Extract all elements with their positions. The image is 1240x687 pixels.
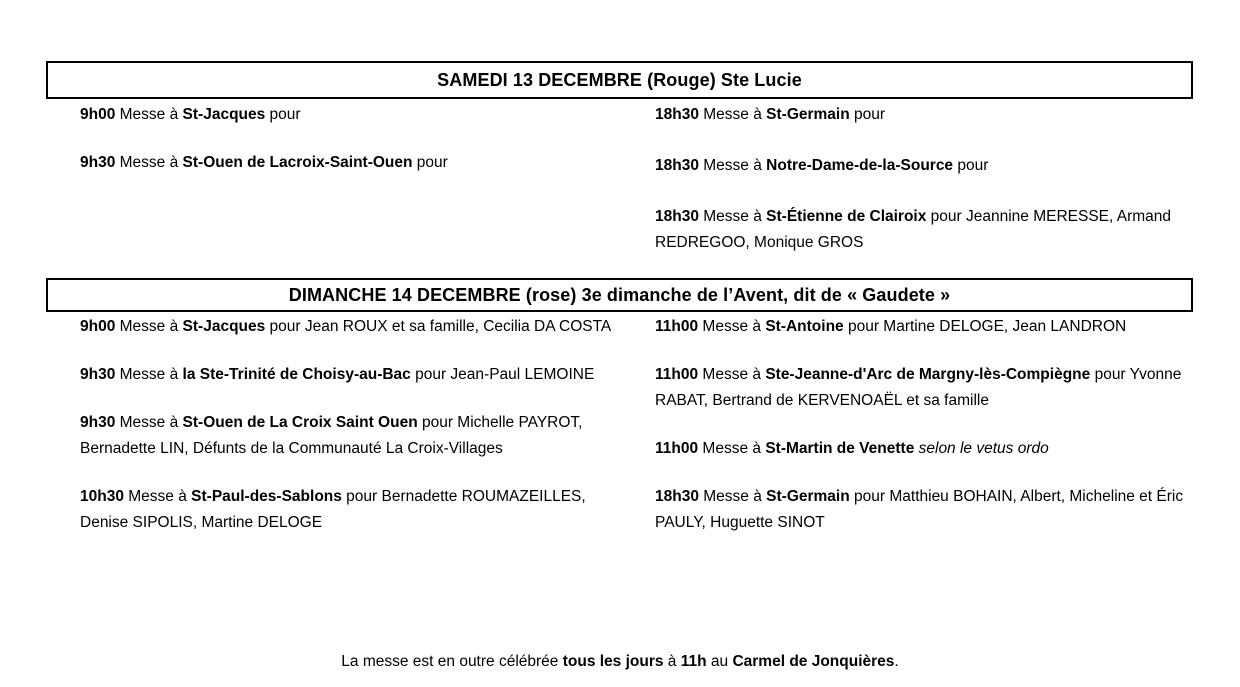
text-segment: pour (849, 106, 886, 123)
dimanche-left-column (80, 314, 620, 558)
mass-item (80, 362, 620, 388)
text-segment: Messe à (115, 318, 183, 335)
text-segment: pour Michelle PAYROT, Bernadette LIN, Défunts de la Communauté La Croix-Villages (80, 414, 583, 457)
section-header-dimanche-title: DIMANCHE 14 DECEMBRE (rose) 3e dimanche de l’Avent, dit de « Gaudete » (288, 284, 951, 305)
text-segment: Ste-Jeanne-d'Arc de Margny-lès-Compiègne (765, 366, 1091, 383)
text-segment: au (706, 653, 733, 670)
text-segment: 18h30 (655, 488, 699, 505)
mass-item (80, 410, 620, 462)
mass-item (655, 436, 1200, 462)
mass-item (655, 153, 1200, 179)
text-segment: St-Martin de Venette (765, 440, 915, 457)
text-segment: Messe à (123, 488, 192, 505)
text-segment: 9h00 (80, 106, 116, 123)
text-segment: tous les jours (562, 653, 664, 670)
text-segment: 11h00 (655, 440, 699, 457)
text-segment: Messe à (698, 106, 767, 123)
text-segment: Messe à (698, 440, 766, 457)
mass-item (655, 102, 1200, 128)
text-segment: pour (953, 157, 989, 174)
text-segment: St-Antoine (765, 318, 844, 335)
text-segment: Messe à (115, 106, 183, 123)
mass-item (655, 484, 1200, 536)
text-segment: pour Jeannine MERESSE, Armand REDREGOO, Monique GROS (655, 208, 1172, 251)
text-segment: pour Jean ROUX et sa famille, Cecilia DA COSTA (265, 318, 612, 335)
text-segment: 18h30 (655, 106, 699, 123)
text-segment: St-Paul-des-Sablons (191, 488, 342, 505)
text-segment: 9h00 (80, 318, 116, 335)
text-segment: Carmel de Jonquières (732, 653, 895, 670)
text-segment: Messe à (698, 318, 766, 335)
text-segment: Messe à (115, 154, 183, 171)
text-segment: St-Ouen de La Croix Saint Ouen (182, 414, 418, 431)
text-segment: 9h30 (80, 154, 116, 171)
text-segment: St-Germain (766, 106, 850, 123)
mass-item (80, 314, 620, 340)
text-segment: pour Matthieu BOHAIN, Albert, Micheline et Éric PAULY, Huguette SINOT (655, 488, 1184, 531)
text-segment: St-Jacques (182, 318, 266, 335)
text-segment: pour Yvonne RABAT, Bertrand de KERVENOAËL et sa famille (655, 366, 1182, 409)
section-header-samedi (46, 61, 1193, 99)
mass-item (80, 102, 620, 128)
section-header-samedi-title: SAMEDI 13 DECEMBRE (Rouge) Ste Lucie (437, 69, 802, 90)
text-segment: 9h30 (80, 414, 116, 431)
mass-item (80, 484, 620, 536)
text-segment: 18h30 (655, 208, 699, 225)
text-segment: Messe à (698, 157, 767, 174)
text-segment: à (663, 653, 681, 670)
mass-item (655, 362, 1200, 414)
text-segment: Notre-Dame-de-la-Source (766, 157, 954, 174)
footer-note (0, 649, 1240, 675)
text-segment: 9h30 (80, 366, 116, 383)
text-segment: 11h (680, 653, 707, 670)
text-segment: pour Martine DELOGE, Jean LANDRON (843, 318, 1127, 335)
section-header-dimanche (46, 278, 1193, 312)
samedi-right-column (655, 102, 1200, 281)
text-segment: pour Jean-Paul LEMOINE (410, 366, 595, 383)
text-segment: Messe à (698, 366, 766, 383)
text-segment: Messe à (115, 414, 183, 431)
text-segment: La messe est en outre célébrée (341, 653, 563, 670)
text-segment: 18h30 (655, 157, 699, 174)
text-segment: pour (265, 106, 301, 123)
text-segment: Messe à (698, 488, 767, 505)
text-segment: 11h00 (655, 366, 699, 383)
text-segment: Messe à (698, 208, 767, 225)
text-segment: St-Germain (766, 488, 850, 505)
text-segment: . (894, 653, 899, 670)
text-segment: la Ste-Trinité de Choisy-au-Bac (182, 366, 411, 383)
text-segment: pour (412, 154, 448, 171)
text-segment: St-Étienne de Clairoix (766, 208, 927, 225)
dimanche-right-column (655, 314, 1200, 558)
text-segment: pour Bernadette ROUMAZEILLES, Denise SIPOLIS, Martine DELOGE (80, 488, 586, 531)
text-segment: selon le vetus ordo (918, 440, 1049, 457)
text-segment: St-Jacques (182, 106, 266, 123)
mass-item (80, 150, 620, 176)
text-segment: 11h00 (655, 318, 699, 335)
text-segment: Messe à (115, 366, 183, 383)
samedi-left-column (80, 102, 620, 198)
mass-item (655, 204, 1200, 256)
mass-item (655, 314, 1200, 340)
text-segment: St-Ouen de Lacroix-Saint-Ouen (182, 154, 413, 171)
text-segment: 10h30 (80, 488, 124, 505)
